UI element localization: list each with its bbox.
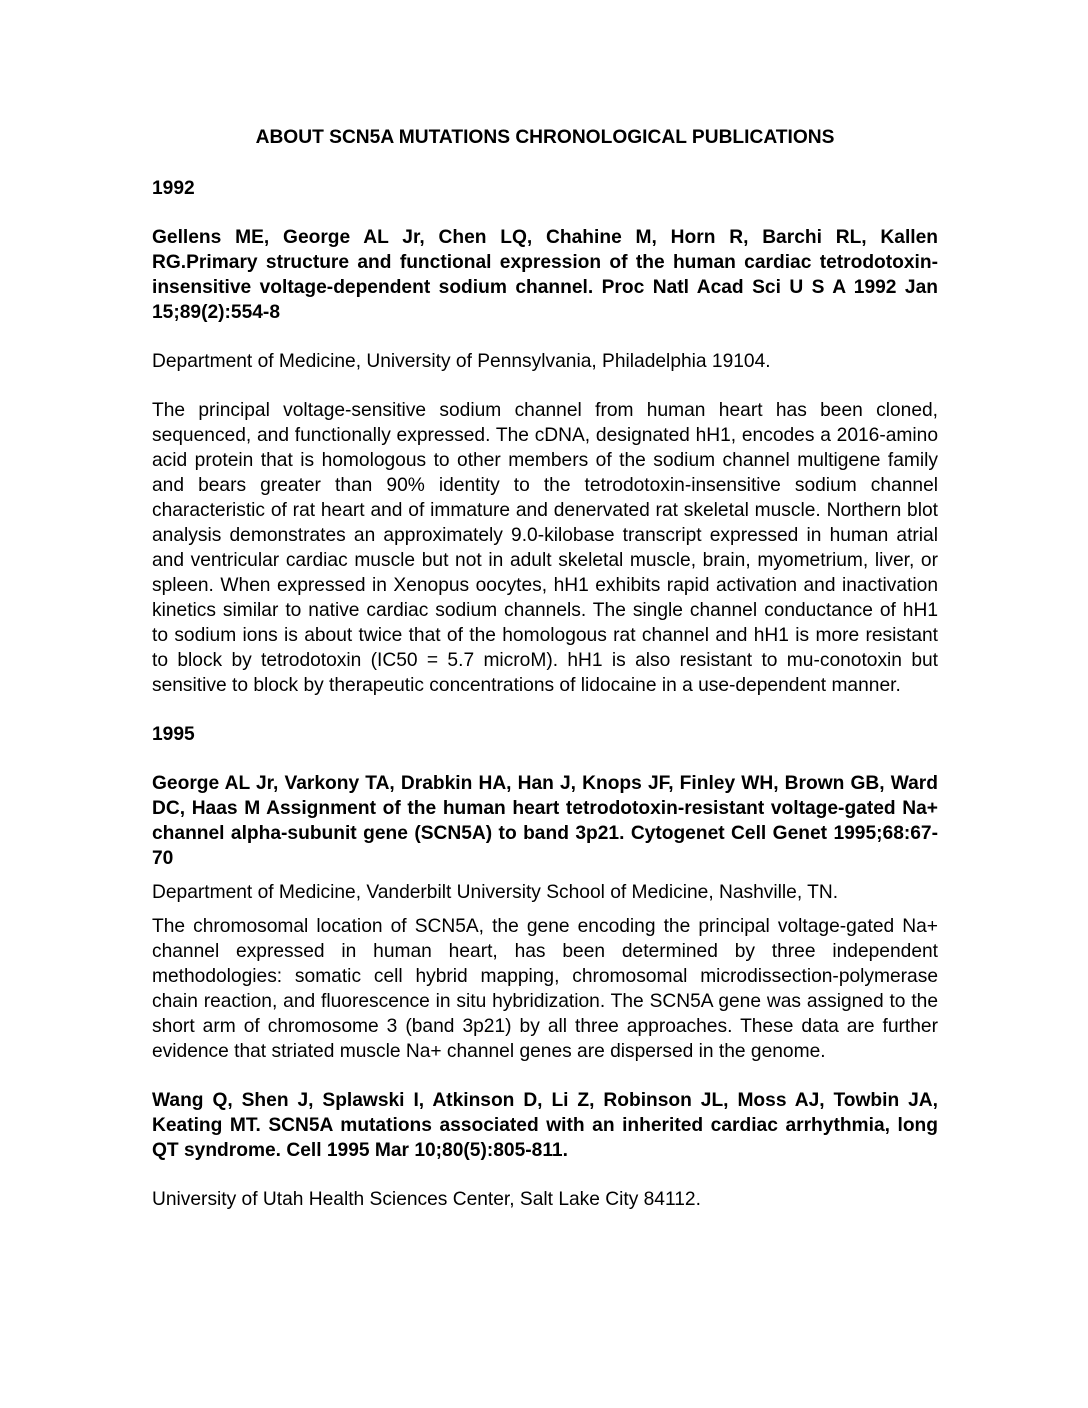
abstract: The chromosomal location of SCN5A, the gene encoding the principal voltage-gated Na+ channel expressed in human heart, has been determined by three independent methodologies: somatic cell hybrid mapping, chromosomal microdissection-polymerase chain reaction, and fluorescence in situ hybridization. The SCN5A gene was assigned to the short arm of chromosome 3 (band 3p21) by all three approaches. These data are further evidence that striated muscle Na+ channel genes are dispersed in the genome. bbox=[152, 916, 938, 1062]
publication-entry bbox=[152, 225, 938, 698]
publication-entry bbox=[152, 771, 938, 1064]
year-heading: 1992 bbox=[152, 178, 195, 199]
year-section-1995 bbox=[152, 722, 938, 1212]
affiliation: Department of Medicine, University of Pennsylvania, Philadelphia 19104. bbox=[152, 351, 771, 372]
citation: Gellens ME, George AL Jr, Chen LQ, Chahine M, Horn R, Barchi RL, Kallen RG.Primary structure and functional expression of the human cardiac tetrodotoxin-insensitive voltage-dependent sodium channel. Proc Natl Acad Sci U S A 1992 Jan 15;89(2):554-8 bbox=[152, 227, 938, 323]
year-section-1992 bbox=[152, 176, 938, 698]
document-page bbox=[152, 124, 938, 1236]
abstract: The principal voltage-sensitive sodium channel from human heart has been cloned, sequenced, and functionally expressed. The cDNA, designated hH1, encodes a 2016-amino acid protein that is homologous to other members of the sodium channel multigene family and bears greater than 90% identity to the tetrodotoxin-insensitive sodium channel characteristic of rat heart and of immature and denervated rat skeletal muscle. Northern blot analysis demonstrates an approximately 9.0-kilobase transcript expressed in human atrial and ventricular cardiac muscle but not in adult skeletal muscle, brain, myometrium, liver, or spleen. When expressed in Xenopus oocytes, hH1 exhibits rapid activation and inactivation kinetics similar to native cardiac sodium channels. The single channel conductance of hH1 to sodium ions is about twice that of the homologous rat channel and hH1 is more resistant to block by tetrodotoxin (IC50 = 5.7 microM). hH1 is also resistant to mu-conotoxin but sensitive to block by therapeutic concentrations of lidocaine in a use-dependent manner. bbox=[152, 400, 938, 696]
citation: George AL Jr, Varkony TA, Drabkin HA, Han J, Knops JF, Finley WH, Brown GB, Ward DC, Haas M Assignment of the human heart tetrodotoxin-resistant voltage-gated Na+ channel alpha-subunit gene (SCN5A) to band 3p21. Cytogenet Cell Genet 1995;68:67-70 bbox=[152, 773, 938, 869]
year-heading: 1995 bbox=[152, 724, 195, 745]
citation: Wang Q, Shen J, Splawski I, Atkinson D, Li Z, Robinson JL, Moss AJ, Towbin JA, Keating MT. SCN5A mutations associated with an inherited cardiac arrhythmia, long QT syndrome. Cell 1995 Mar 10;80(5):805-811. bbox=[152, 1090, 938, 1161]
publication-entry bbox=[152, 1088, 938, 1212]
document-title: ABOUT SCN5A MUTATIONS CHRONOLOGICAL PUBLICATIONS bbox=[255, 127, 835, 148]
affiliation: Department of Medicine, Vanderbilt University School of Medicine, Nashville, TN. bbox=[152, 882, 839, 903]
affiliation: University of Utah Health Sciences Center, Salt Lake City 84112. bbox=[152, 1189, 701, 1210]
